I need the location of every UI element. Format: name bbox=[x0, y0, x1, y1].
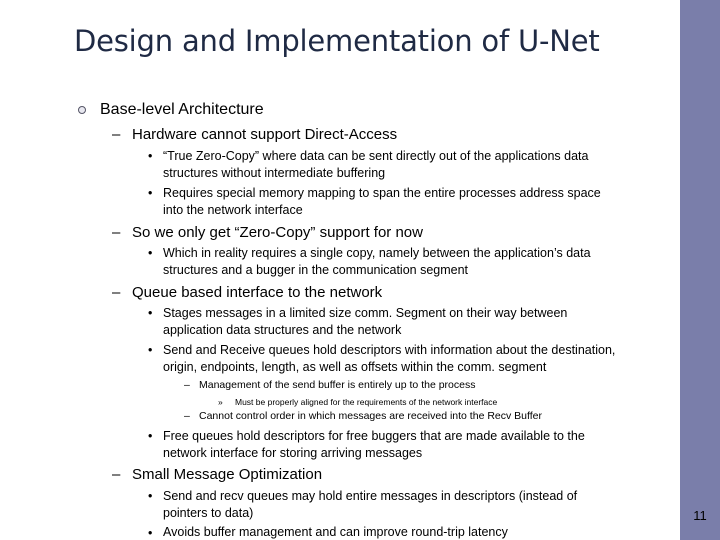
bullet-marker: • bbox=[148, 526, 153, 540]
bullet-aligned: Must be properly aligned for the requirements of the network interface bbox=[235, 397, 498, 407]
bullet-marker: • bbox=[148, 343, 153, 357]
bullet-free-queues-line2: network interface for storing arriving messages bbox=[163, 446, 423, 460]
bullet-small-message: Small Message Optimization bbox=[132, 466, 323, 483]
bullet-send-recv-line1: Send and Receive queues hold descriptors with information about the destination, bbox=[163, 343, 616, 357]
bullet-marker: • bbox=[148, 186, 153, 200]
dash-marker: – bbox=[184, 379, 190, 391]
dash-marker: – bbox=[112, 224, 121, 241]
slide-title: Design and Implementation of U-Net bbox=[74, 24, 600, 58]
bullet-marker: • bbox=[148, 306, 153, 320]
bullet-zero-copy: So we only get “Zero-Copy” support for now bbox=[132, 224, 423, 241]
bullet-marker: • bbox=[148, 489, 153, 503]
dash-marker: – bbox=[112, 466, 121, 483]
arrow-marker: » bbox=[218, 397, 223, 407]
bullet-marker: • bbox=[148, 246, 153, 260]
bullet-cannot-control: Cannot control order in which messages are received into the Recv Buffer bbox=[199, 410, 542, 422]
bullet-send-recv-entire-line2: pointers to data) bbox=[163, 506, 254, 520]
bullet-send-recv-line2: origin, endpoints, length, as well as offsets within the comm. segment bbox=[163, 360, 547, 374]
bullet-stages-line1: Stages messages in a limited size comm. Segment on their way between bbox=[163, 306, 568, 320]
bullet-queue-based: Queue based interface to the network bbox=[132, 284, 383, 301]
bullet-send-recv-entire-line1: Send and recv queues may hold entire messages in descriptors (instead of bbox=[163, 489, 578, 503]
bullet-avoids: Avoids buffer management and can improve round-trip latency bbox=[163, 525, 508, 539]
page-number: 11 bbox=[693, 508, 707, 523]
dash-marker: – bbox=[112, 126, 121, 143]
bullet-stages-line2: application data structures and the network bbox=[163, 323, 402, 337]
bullet-hardware: Hardware cannot support Direct-Access bbox=[132, 126, 398, 143]
bullet-single-copy-line2: structures and a bugger in the communication segment bbox=[163, 263, 469, 277]
bullet-base-level: Base-level Architecture bbox=[100, 101, 264, 118]
side-accent-bar bbox=[680, 0, 720, 540]
bullet-free-queues-line1: Free queues hold descriptors for free buggers that are made available to the bbox=[163, 429, 585, 443]
bullet-true-zero-copy-line1: “True Zero-Copy” where data can be sent directly out of the applications data bbox=[163, 149, 589, 163]
dash-marker: – bbox=[184, 410, 190, 422]
bullet-single-copy-line1: Which in reality requires a single copy, namely between the application’s data bbox=[163, 246, 591, 260]
bullet-requires-mapping-line1: Requires special memory mapping to span the entire processes address space bbox=[163, 186, 601, 200]
bullet-management: Management of the send buffer is entirely up to the process bbox=[199, 379, 476, 391]
bullet-marker: • bbox=[148, 429, 153, 443]
bullet-dot-icon bbox=[78, 106, 86, 114]
bullet-marker: • bbox=[148, 149, 153, 163]
bullet-requires-mapping-line2: into the network interface bbox=[163, 203, 303, 217]
dash-marker: – bbox=[112, 284, 121, 301]
bullet-true-zero-copy-line2: structures without intermediate buffering bbox=[163, 166, 386, 180]
